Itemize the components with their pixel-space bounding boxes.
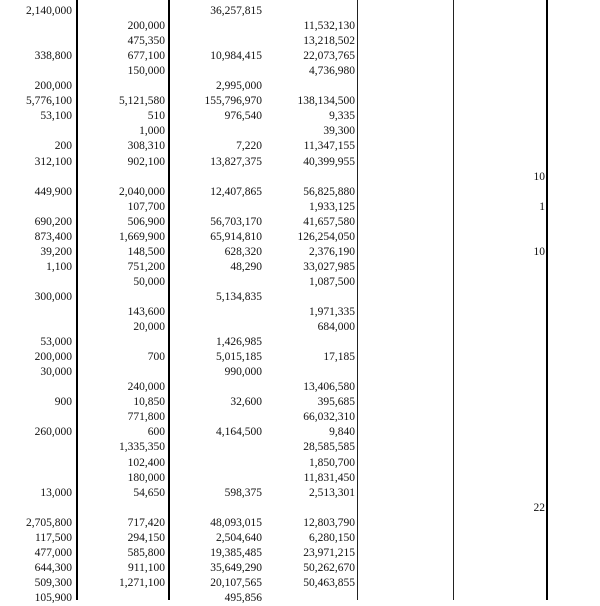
table-cell-c0: 13,000 — [40, 486, 72, 499]
table-cell-c2: 7,220 — [236, 140, 262, 153]
table-cell-c1: 5,121,580 — [119, 95, 165, 108]
table-cell-c0: 477,000 — [34, 546, 72, 559]
table-cell-c3: 1,087,500 — [309, 275, 355, 288]
table-cell-c3: 56,825,880 — [303, 185, 355, 198]
table-cell-c0: 900 — [54, 396, 72, 409]
table-cell-c1: 1,271,100 — [119, 576, 165, 589]
table-row — [0, 425, 600, 440]
table-cell-c3: 41,657,580 — [303, 215, 355, 228]
table-cell-c1: 200,000 — [127, 20, 165, 33]
table-cell-c3: 23,971,215 — [303, 546, 355, 559]
table-row — [0, 19, 600, 34]
table-cell-c1: 180,000 — [127, 471, 165, 484]
table-row — [0, 456, 600, 471]
table-cell-c2: 5,134,835 — [216, 290, 262, 303]
table-cell-c3: 2,376,190 — [309, 245, 355, 258]
table-cell-c2: 5,015,185 — [216, 351, 262, 364]
table-cell-c2: 32,600 — [230, 396, 262, 409]
table-cell-c0: 105,900 — [34, 591, 72, 604]
table-cell-c3: 4,736,980 — [309, 65, 355, 78]
table-cell-c2: 10,984,415 — [210, 50, 262, 63]
table-cell-c2: 2,995,000 — [216, 80, 262, 93]
table-cell-c3: 11,831,450 — [303, 471, 355, 484]
table-row — [0, 486, 600, 501]
table-cell-c3: 33,027,985 — [303, 260, 355, 273]
table-row — [0, 380, 600, 395]
table-row — [0, 440, 600, 455]
table-cell-c0: 200,000 — [34, 351, 72, 364]
table-cell-c2: 990,000 — [224, 366, 262, 379]
table-row — [0, 591, 600, 606]
table-cell-c0: 5,776,100 — [26, 95, 72, 108]
table-row — [0, 230, 600, 245]
table-cell-c0: 873,400 — [34, 230, 72, 243]
table-cell-c1: 506,900 — [127, 215, 165, 228]
table-row — [0, 49, 600, 64]
table-cell-c3: 2,513,301 — [309, 486, 355, 499]
table-cell-c3: 395,685 — [317, 396, 355, 409]
table-cell-c1: 143,600 — [127, 306, 165, 318]
table-cell-c1: 308,310 — [127, 140, 165, 153]
table-cell-c1: 902,100 — [127, 155, 165, 168]
table-cell-c2: 628,320 — [224, 245, 262, 258]
table-row — [0, 4, 600, 19]
table-cell-c2: 155,796,970 — [204, 95, 262, 108]
table-cell-c2: 48,290 — [230, 260, 262, 273]
table-row — [0, 335, 600, 350]
table-cell-c1: 475,350 — [127, 35, 165, 48]
table-cell-c2: 495,856 — [224, 591, 262, 604]
table-cell-c1: 1,335,350 — [119, 441, 165, 454]
table-cell-c3: 22,073,765 — [303, 50, 355, 63]
table-cell-c4: 1 — [539, 200, 545, 213]
table-cell-c2: 56,703,170 — [210, 215, 262, 228]
table-row — [0, 516, 600, 531]
table-cell-c3: 11,347,155 — [303, 140, 355, 153]
table-cell-c3: 50,463,855 — [303, 576, 355, 589]
table-row — [0, 155, 600, 170]
table-cell-c1: 600 — [147, 426, 165, 439]
table-cell-c0: 30,000 — [40, 366, 72, 379]
table-cell-c3: 138,134,500 — [297, 95, 355, 108]
table-cell-c2: 4,164,500 — [216, 426, 262, 439]
table-cell-c2: 36,257,815 — [210, 5, 262, 17]
table-cell-c1: 700 — [147, 351, 165, 364]
table-cell-c2: 1,426,985 — [216, 336, 262, 349]
table-cell-c1: 1,669,900 — [119, 230, 165, 243]
table-cell-c3: 126,254,050 — [297, 230, 355, 243]
table-row — [0, 64, 600, 79]
table-cell-c1: 717,420 — [127, 516, 165, 529]
table-cell-c2: 976,540 — [224, 110, 262, 123]
table-cell-c0: 338,800 — [34, 50, 72, 63]
table-cell-c0: 644,300 — [34, 561, 72, 574]
table-cell-c1: 1,000 — [139, 125, 165, 138]
table-cell-c0: 509,300 — [34, 576, 72, 589]
table-cell-c3: 39,300 — [323, 125, 355, 138]
table-cell-c0: 260,000 — [34, 426, 72, 439]
table-cell-c0: 53,100 — [40, 110, 72, 123]
table-cell-c2: 598,375 — [224, 486, 262, 499]
table-cell-c2: 2,504,640 — [216, 531, 262, 544]
table-cell-c1: 10,850 — [133, 396, 165, 409]
table-cell-c1: 510 — [147, 110, 165, 123]
table-cell-c2: 48,093,015 — [210, 516, 262, 529]
table-cell-c3: 13,406,580 — [303, 381, 355, 394]
table-cell-c0: 1,100 — [46, 260, 72, 273]
table-row — [0, 94, 600, 109]
table-row — [0, 275, 600, 290]
table-cell-c1: 677,100 — [127, 50, 165, 63]
table-cell-c0: 117,500 — [35, 531, 72, 544]
table-cell-c0: 300,000 — [34, 290, 72, 303]
table-cell-c3: 6,280,150 — [309, 531, 355, 544]
table-row — [0, 109, 600, 124]
table-row — [0, 501, 600, 516]
table-row — [0, 290, 600, 305]
table-cell-c0: 690,200 — [34, 215, 72, 228]
table-row — [0, 576, 600, 591]
table-row — [0, 79, 600, 94]
table-row — [0, 350, 600, 365]
table-cell-c0: 200,000 — [34, 80, 72, 93]
table-row — [0, 320, 600, 335]
table-cell-c3: 9,840 — [329, 426, 355, 439]
table-row — [0, 200, 600, 215]
table-cell-c3: 1,933,125 — [309, 200, 355, 213]
table-row — [0, 395, 600, 410]
table-cell-c1: 240,000 — [127, 381, 165, 394]
table-cell-c1: 771,800 — [127, 411, 165, 424]
table-cell-c3: 12,803,790 — [303, 516, 355, 529]
table-cell-c2: 35,649,290 — [210, 561, 262, 574]
table-cell-c3: 40,399,955 — [303, 155, 355, 168]
table-cell-c4: 10 — [533, 170, 545, 183]
table-row — [0, 546, 600, 561]
table-cell-c1: 911,100 — [128, 561, 165, 574]
table-row — [0, 410, 600, 425]
table-cell-c4: 22 — [533, 501, 545, 514]
table-row — [0, 34, 600, 49]
table-cell-c0: 200 — [54, 140, 72, 153]
table-row — [0, 215, 600, 230]
table-row — [0, 561, 600, 576]
table-row — [0, 531, 600, 546]
table-cell-c0: 53,000 — [40, 336, 72, 349]
table-cell-c3: 11,532,130 — [303, 20, 355, 33]
table-row — [0, 260, 600, 275]
table-cell-c3: 1,850,700 — [309, 456, 355, 469]
table-cell-c1: 751,200 — [127, 260, 165, 273]
table-cell-c1: 148,500 — [127, 245, 165, 258]
table-cell-c4: 10 — [533, 245, 545, 258]
table-cell-c2: 20,107,565 — [210, 576, 262, 589]
table-cell-c0: 39,200 — [40, 245, 72, 258]
table-row — [0, 305, 600, 320]
table-cell-c1: 294,150 — [127, 531, 165, 544]
table-cell-c2: 12,407,865 — [210, 185, 262, 198]
table-cell-c3: 9,335 — [329, 110, 355, 123]
table-row — [0, 365, 600, 380]
table-cell-c1: 107,700 — [127, 200, 165, 213]
table-cell-c3: 50,262,670 — [303, 561, 355, 574]
table-row — [0, 139, 600, 154]
table-cell-c0: 2,705,800 — [26, 516, 72, 529]
table-cell-c2: 19,385,485 — [210, 546, 262, 559]
table-cell-c1: 20,000 — [133, 321, 165, 334]
table-cell-c3: 13,218,502 — [303, 35, 355, 48]
table-cell-c2: 65,914,810 — [210, 230, 262, 243]
table-cell-c1: 150,000 — [127, 65, 165, 78]
table-row — [0, 185, 600, 200]
table-row — [0, 245, 600, 260]
table-cell-c3: 17,185 — [323, 351, 355, 364]
table-row — [0, 124, 600, 139]
table-cell-c1: 50,000 — [133, 275, 165, 288]
table-cell-c1: 585,800 — [127, 546, 165, 559]
table-cell-c0: 449,900 — [34, 185, 72, 198]
table-cell-c3: 1,971,335 — [309, 306, 355, 318]
table-cell-c1: 2,040,000 — [119, 185, 165, 198]
table-cell-c2: 13,827,375 — [210, 155, 262, 168]
table-row — [0, 471, 600, 486]
table-cell-c0: 312,100 — [34, 155, 72, 168]
table-cell-c3: 684,000 — [317, 321, 355, 334]
table-cell-c0: 2,140,000 — [26, 5, 72, 17]
table-cell-c3: 66,032,310 — [303, 411, 355, 424]
table-row — [0, 170, 600, 185]
table-cell-c3: 28,585,585 — [303, 441, 355, 454]
table-cell-c1: 102,400 — [127, 456, 165, 469]
table-cell-c1: 54,650 — [133, 486, 165, 499]
